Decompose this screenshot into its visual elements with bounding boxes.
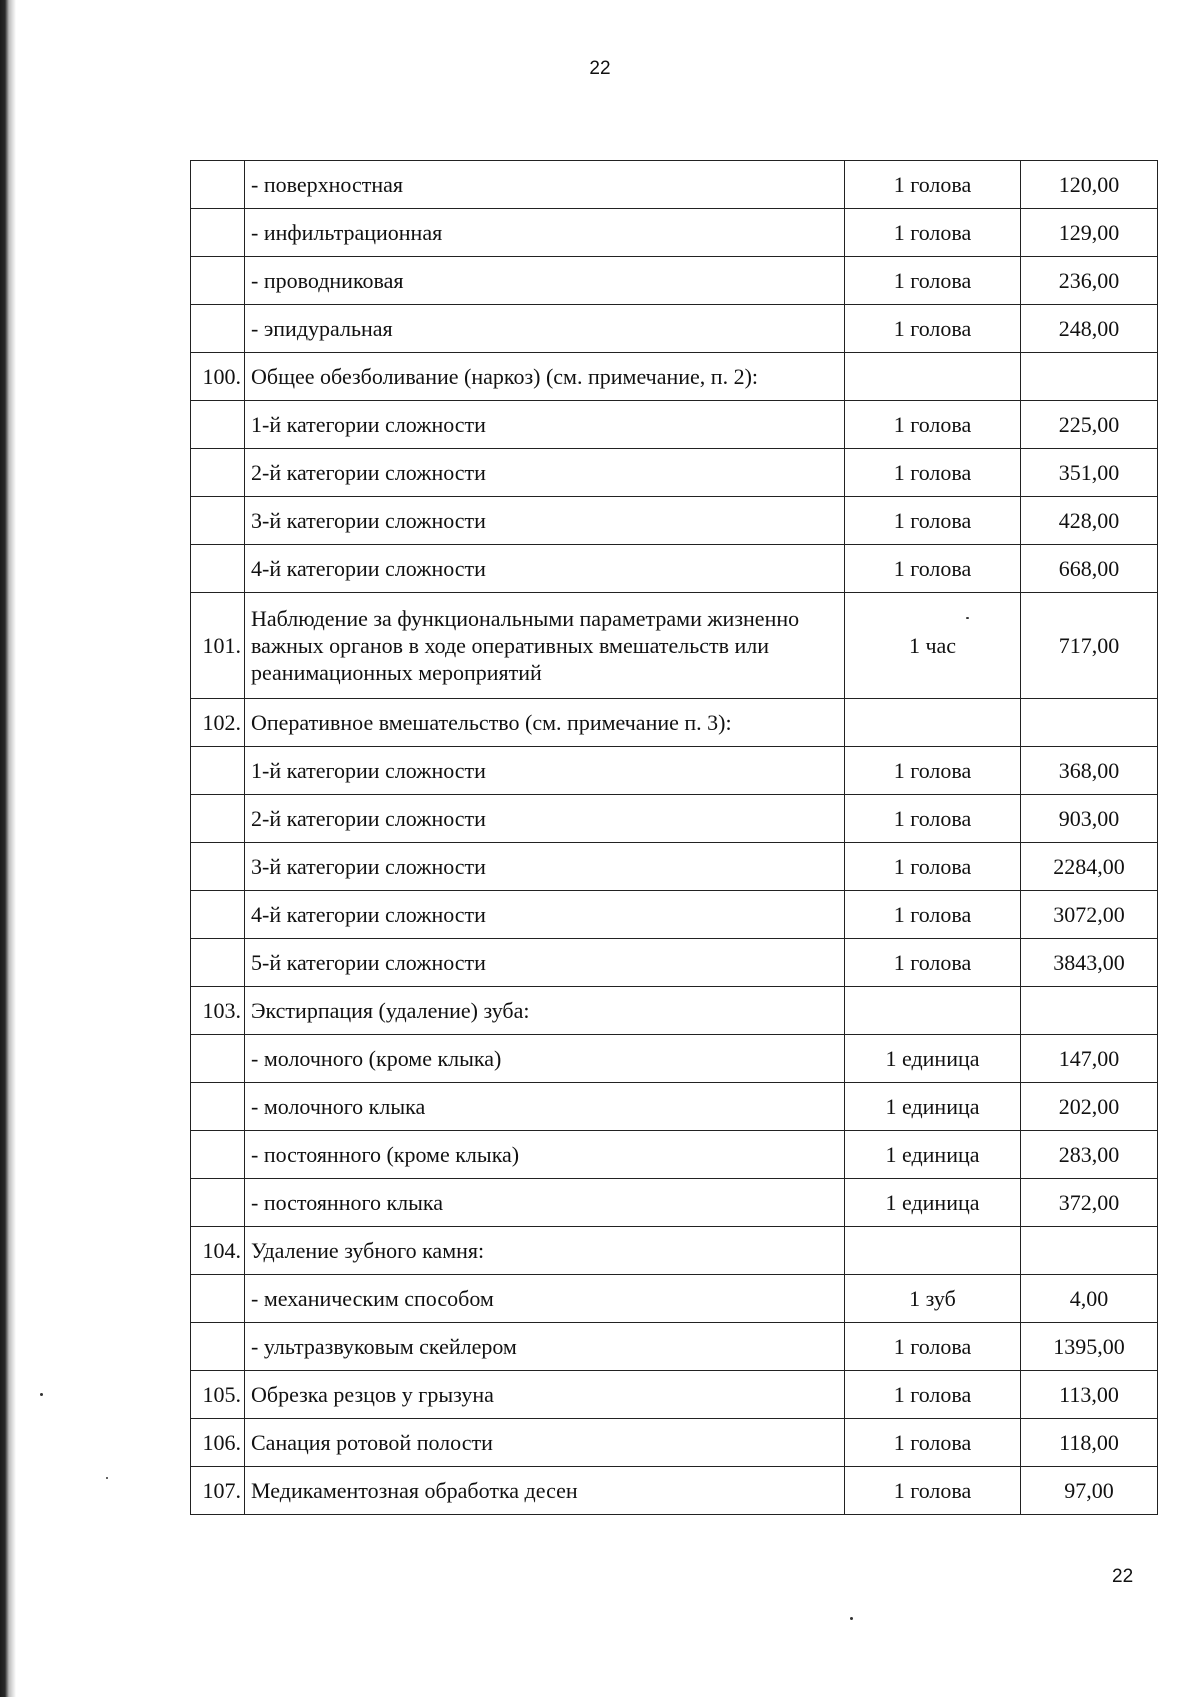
service-name-cell: Санация ротовой полости	[245, 1419, 845, 1467]
scan-edge-shadow	[0, 0, 22, 1697]
service-name-cell: 2-й категории сложности	[245, 449, 845, 497]
price-cell	[1021, 1227, 1158, 1275]
service-name-cell: - эпидуральная	[245, 305, 845, 353]
unit-cell: 1 голова	[845, 747, 1021, 795]
unit-cell: 1 зуб	[845, 1275, 1021, 1323]
unit-cell: 1 голова	[845, 795, 1021, 843]
row-number-cell: 104.	[191, 1227, 245, 1275]
unit-cell: 1 голова	[845, 497, 1021, 545]
unit-cell: 1 голова	[845, 843, 1021, 891]
unit-cell: 1 голова	[845, 891, 1021, 939]
service-name-cell: 2-й категории сложности	[245, 795, 845, 843]
unit-cell: 1 голова	[845, 1323, 1021, 1371]
unit-cell: 1 час	[845, 593, 1021, 699]
service-name-cell: Общее обезболивание (наркоз) (см. примечание, п. 2):	[245, 353, 845, 401]
unit-cell: 1 голова	[845, 305, 1021, 353]
price-cell: 120,00	[1021, 161, 1158, 209]
unit-cell	[845, 1227, 1021, 1275]
unit-cell: 1 голова	[845, 401, 1021, 449]
row-number-cell	[191, 161, 245, 209]
row-number-cell	[191, 305, 245, 353]
table-row	[191, 795, 1158, 843]
table-row	[191, 891, 1158, 939]
row-number-cell	[191, 795, 245, 843]
service-name-cell: 1-й категории сложности	[245, 747, 845, 795]
price-cell: 225,00	[1021, 401, 1158, 449]
service-name-cell: - молочного клыка	[245, 1083, 845, 1131]
scan-speck	[106, 1477, 108, 1479]
table-row	[191, 1083, 1158, 1131]
table-row	[191, 209, 1158, 257]
service-name-cell: - ультразвуковым скейлером	[245, 1323, 845, 1371]
unit-cell: 1 голова	[845, 1419, 1021, 1467]
table-row	[191, 497, 1158, 545]
unit-cell: 1 единица	[845, 1035, 1021, 1083]
unit-cell	[845, 987, 1021, 1035]
service-name-cell: 3-й категории сложности	[245, 497, 845, 545]
service-name-cell: 1-й категории сложности	[245, 401, 845, 449]
price-cell: 3843,00	[1021, 939, 1158, 987]
row-number-cell	[191, 209, 245, 257]
table-row	[191, 353, 1158, 401]
service-name-cell: - молочного (кроме клыка)	[245, 1035, 845, 1083]
price-table-body	[191, 161, 1158, 1515]
row-number-cell	[191, 497, 245, 545]
price-cell: 248,00	[1021, 305, 1158, 353]
service-name-cell: - постоянного (кроме клыка)	[245, 1131, 845, 1179]
table-row	[191, 1035, 1158, 1083]
unit-cell: 1 голова	[845, 449, 1021, 497]
price-cell: 236,00	[1021, 257, 1158, 305]
table-row	[191, 699, 1158, 747]
unit-cell: 1 голова	[845, 161, 1021, 209]
service-name-cell: Наблюдение за функциональными параметрами жизненно важных органов в ходе оперативных вмешательств или реанимационных мероприятий	[245, 593, 845, 699]
row-number-cell	[191, 1131, 245, 1179]
table-row	[191, 747, 1158, 795]
service-name-cell: Обрезка резцов у грызуна	[245, 1371, 845, 1419]
table-row	[191, 401, 1158, 449]
service-name-cell: Удаление зубного камня:	[245, 1227, 845, 1275]
service-name-cell: - инфильтрационная	[245, 209, 845, 257]
table-row	[191, 545, 1158, 593]
table-row	[191, 1227, 1158, 1275]
price-cell: 202,00	[1021, 1083, 1158, 1131]
table-row	[191, 305, 1158, 353]
row-number-cell	[191, 449, 245, 497]
unit-cell: 1 единица	[845, 1179, 1021, 1227]
row-number-cell	[191, 1179, 245, 1227]
row-number-cell: 102.	[191, 699, 245, 747]
price-cell: 368,00	[1021, 747, 1158, 795]
unit-cell: 1 голова	[845, 1371, 1021, 1419]
service-name-cell: - поверхностная	[245, 161, 845, 209]
price-cell: 2284,00	[1021, 843, 1158, 891]
table-row	[191, 1419, 1158, 1467]
unit-cell: 1 голова	[845, 257, 1021, 305]
table-row	[191, 1275, 1158, 1323]
row-number-cell	[191, 401, 245, 449]
unit-cell	[845, 353, 1021, 401]
table-row	[191, 1323, 1158, 1371]
price-cell: 668,00	[1021, 545, 1158, 593]
price-cell: 4,00	[1021, 1275, 1158, 1323]
price-cell: 283,00	[1021, 1131, 1158, 1179]
service-name-cell: Оперативное вмешательство (см. примечание п. 3):	[245, 699, 845, 747]
price-cell: 428,00	[1021, 497, 1158, 545]
row-number-cell: 105.	[191, 1371, 245, 1419]
table-row	[191, 257, 1158, 305]
price-cell: 97,00	[1021, 1467, 1158, 1515]
page-number-top: 22	[589, 58, 611, 79]
service-name-cell: Экстирпация (удаление) зуба:	[245, 987, 845, 1035]
service-name-cell: 4-й категории сложности	[245, 891, 845, 939]
row-number-cell	[191, 1083, 245, 1131]
table-row	[191, 939, 1158, 987]
scan-speck	[966, 617, 969, 619]
row-number-cell	[191, 545, 245, 593]
unit-cell: 1 голова	[845, 209, 1021, 257]
row-number-cell	[191, 1275, 245, 1323]
table-row	[191, 1371, 1158, 1419]
price-cell	[1021, 987, 1158, 1035]
price-cell: 903,00	[1021, 795, 1158, 843]
service-name-cell: 4-й категории сложности	[245, 545, 845, 593]
service-name-cell: 5-й категории сложности	[245, 939, 845, 987]
price-cell: 372,00	[1021, 1179, 1158, 1227]
service-name-cell: 3-й категории сложности	[245, 843, 845, 891]
row-number-cell	[191, 843, 245, 891]
table-row	[191, 161, 1158, 209]
table-row	[191, 843, 1158, 891]
unit-cell: 1 голова	[845, 545, 1021, 593]
table-row	[191, 449, 1158, 497]
unit-cell: 1 единица	[845, 1131, 1021, 1179]
price-cell	[1021, 699, 1158, 747]
unit-cell: 1 голова	[845, 1467, 1021, 1515]
row-number-cell: 103.	[191, 987, 245, 1035]
scan-speck	[40, 1393, 43, 1396]
service-name-cell: - постоянного клыка	[245, 1179, 845, 1227]
row-number-cell	[191, 1323, 245, 1371]
price-cell: 147,00	[1021, 1035, 1158, 1083]
price-cell	[1021, 353, 1158, 401]
table-row	[191, 1131, 1158, 1179]
unit-cell: 1 голова	[845, 939, 1021, 987]
row-number-cell: 106.	[191, 1419, 245, 1467]
unit-cell	[845, 699, 1021, 747]
price-cell: 113,00	[1021, 1371, 1158, 1419]
row-number-cell	[191, 747, 245, 795]
price-cell: 118,00	[1021, 1419, 1158, 1467]
price-cell: 1395,00	[1021, 1323, 1158, 1371]
table-row	[191, 593, 1158, 699]
price-cell: 3072,00	[1021, 891, 1158, 939]
row-number-cell	[191, 891, 245, 939]
table-row	[191, 1179, 1158, 1227]
unit-cell: 1 единица	[845, 1083, 1021, 1131]
page-number-bottom: 22	[1112, 1566, 1134, 1587]
row-number-cell: 100.	[191, 353, 245, 401]
row-number-cell: 107.	[191, 1467, 245, 1515]
table-row	[191, 987, 1158, 1035]
price-cell: 129,00	[1021, 209, 1158, 257]
row-number-cell	[191, 1035, 245, 1083]
price-table	[190, 160, 1158, 1515]
service-name-cell: - механическим способом	[245, 1275, 845, 1323]
row-number-cell	[191, 257, 245, 305]
service-name-cell: - проводниковая	[245, 257, 845, 305]
service-name-cell: Медикаментозная обработка десен	[245, 1467, 845, 1515]
scan-speck	[850, 1617, 853, 1620]
row-number-cell	[191, 939, 245, 987]
price-cell: 717,00	[1021, 593, 1158, 699]
row-number-cell: 101.	[191, 593, 245, 699]
price-cell: 351,00	[1021, 449, 1158, 497]
table-row	[191, 1467, 1158, 1515]
